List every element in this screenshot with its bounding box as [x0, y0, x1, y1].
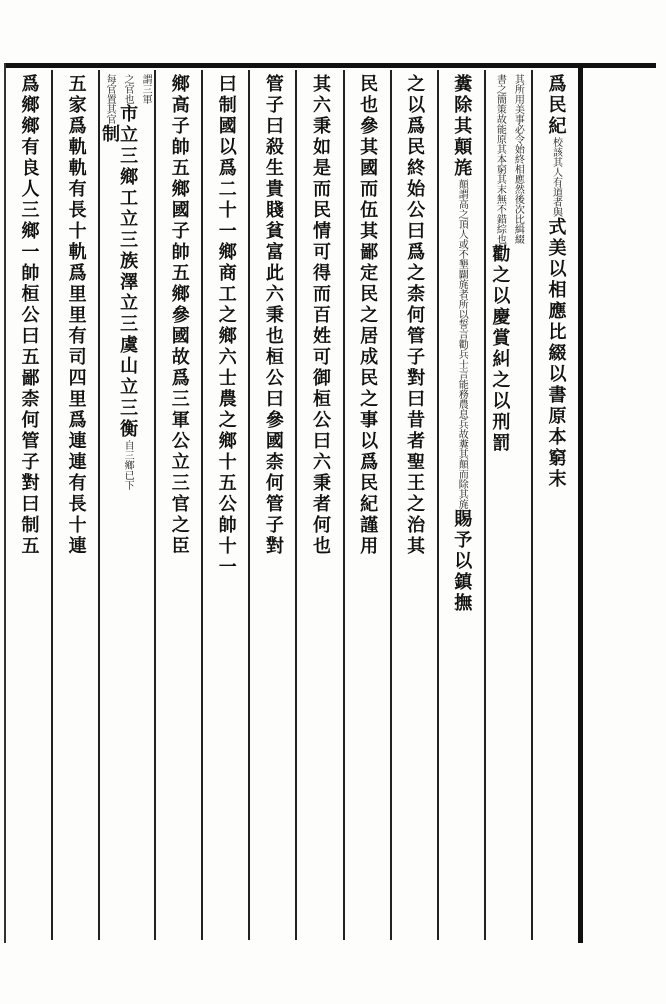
commentary-line-right: 謂三軍: [140, 74, 152, 104]
main-text: 爲鄉鄉有良人三鄉一帥桓公曰五鄙柰何管子對曰制五: [18, 74, 40, 557]
main-text: 爲民紀: [545, 74, 567, 137]
text-columns: [6, 70, 578, 940]
frame-right-border: [578, 63, 583, 943]
main-text: 鄉高子帥五鄉國子帥五鄉參國故爲三軍公立三官之臣: [168, 74, 190, 557]
main-text: 五家爲軌軌有長十軌爲里里有司四里爲連連有長十連: [65, 74, 87, 557]
column-text: [545, 74, 567, 940]
commentary-line-right: 其所用美事必令始終相應然後次比緝綴: [512, 74, 524, 244]
main-text: 民也參其國而伍其鄙定民之居成民之事以爲民紀謹用: [357, 74, 379, 557]
commentary-note: 顛謂高之頂人或不墾闢旄者所以誓言勸兵士言能務農息兵故糞其顛而除其旄: [456, 179, 468, 509]
main-text: 式美以相應比綴以書原本窮末: [545, 217, 567, 490]
main-text: 賜予以鎮撫: [451, 509, 473, 614]
text-column: [531, 70, 578, 940]
text-column: [437, 70, 484, 940]
commentary-line-left: 之官也: [122, 74, 134, 104]
main-text: 糞除其顛旄: [451, 74, 473, 179]
column-text: [451, 74, 473, 940]
text-column: [154, 70, 201, 940]
main-text: 管子曰殺生貴賤貧富此六秉也桓公曰參國柰何管子對: [262, 74, 284, 557]
commentary-line-left: 每官置其官: [104, 74, 116, 124]
text-column: [51, 70, 98, 940]
text-column: [343, 70, 390, 940]
commentary-line-left: 書之簡策故能原其本窮其末無不錯綜也: [494, 74, 506, 244]
text-column: [201, 70, 248, 940]
main-text: 勸之以慶賞糾之以刑罰: [489, 244, 511, 454]
frame-top-border: [4, 63, 656, 68]
column-text: [264, 74, 282, 940]
commentary-note-double: [494, 74, 523, 244]
main-text: 市立三鄉工立三族澤立三虞山立三衡: [117, 104, 139, 440]
column-text: [490, 74, 526, 940]
main-text: 其六秉如是而民情可得而百姓可御桓公曰六秉者何也: [309, 74, 331, 557]
column-text: [67, 74, 85, 940]
commentary-note: 校該其人有道者與: [550, 137, 562, 217]
text-column: [98, 70, 154, 940]
text-column: [484, 70, 531, 940]
main-text: 制: [99, 124, 121, 145]
main-text: 之以爲民終始公曰爲之柰何管子對曰昔者聖王之治其: [404, 74, 426, 557]
column-text: [404, 74, 426, 940]
commentary-line-right: 自三鄉已下: [122, 440, 134, 490]
commentary-note-double: [122, 74, 151, 104]
column-text: [20, 74, 38, 940]
column-text: [311, 74, 329, 940]
text-column: [390, 70, 437, 940]
column-text: [170, 74, 188, 940]
column-text: [357, 74, 379, 940]
column-text: [217, 74, 235, 940]
column-text: [100, 74, 154, 940]
text-column: [248, 70, 295, 940]
main-text: 曰制國以爲二十一鄉商工之鄉六士農之鄉十五公帥十一: [215, 74, 237, 578]
text-column: [295, 70, 342, 940]
text-column: [6, 70, 51, 940]
